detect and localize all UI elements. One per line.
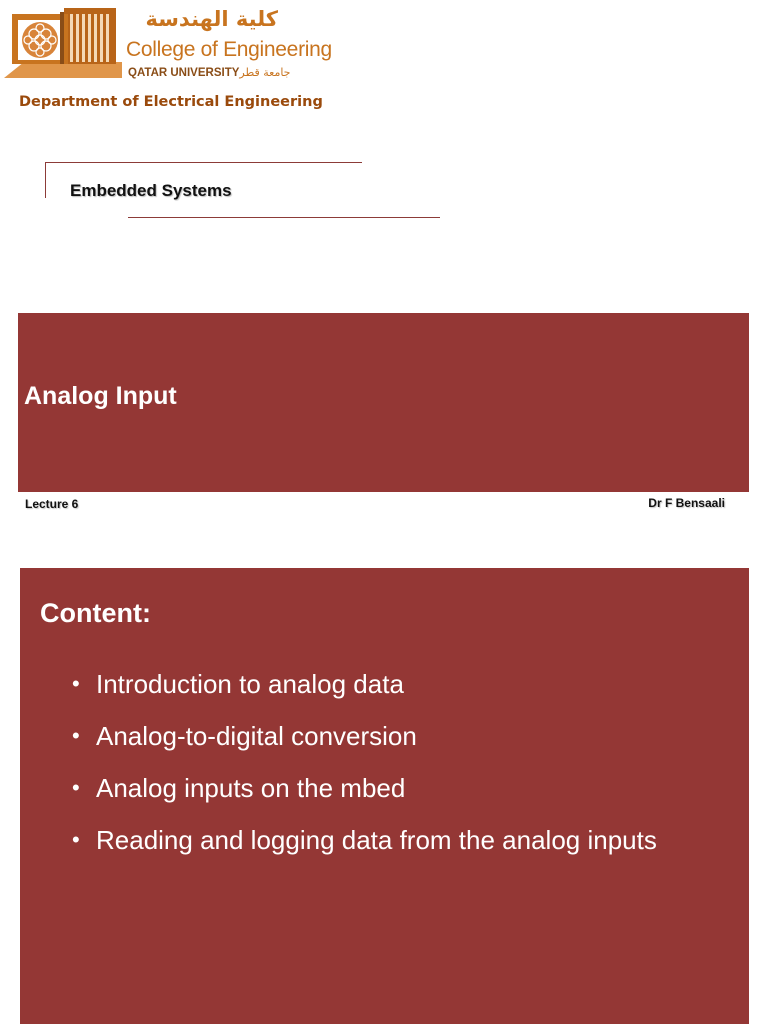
course-title-rule-top [45,162,362,163]
lecturer-name: Dr F Bensaali [648,496,725,510]
bullet-icon: • [72,827,80,852]
content-slide [20,568,749,1024]
college-emblem-icon [4,4,122,80]
course-title: Embedded Systems [70,181,232,200]
course-title-rule-bottom [128,217,440,218]
logo-college-name: College of Engineering [126,38,332,61]
lecture-number: Lecture 6 [25,497,79,511]
content-bullet-list [72,666,672,874]
list-item [72,822,672,858]
logo-university-english: QATAR UNIVERSITY [128,67,240,79]
list-item [72,718,672,754]
list-item-text: Reading and logging data from the analog inputs [96,825,657,855]
logo-university-arabic: جامعة قطر [239,66,291,79]
list-item-text: Introduction to analog data [96,669,404,699]
lecture-title: Analog Input [24,382,177,410]
content-heading: Content: [40,598,151,628]
bullet-icon: • [72,775,80,800]
college-logo [4,4,332,82]
bullet-icon: • [72,723,80,748]
list-item-text: Analog inputs on the mbed [96,773,406,803]
department-name: Department of Electrical Engineering [19,94,323,110]
course-title-rule-left [45,162,46,198]
list-item [72,770,672,806]
list-item-text: Analog-to-digital conversion [96,721,417,751]
logo-university-name [128,66,291,80]
title-slide-banner [18,313,749,492]
list-item [72,666,672,702]
bullet-icon: • [72,671,80,696]
logo-arabic-name: كلية الهندسة [145,7,278,31]
